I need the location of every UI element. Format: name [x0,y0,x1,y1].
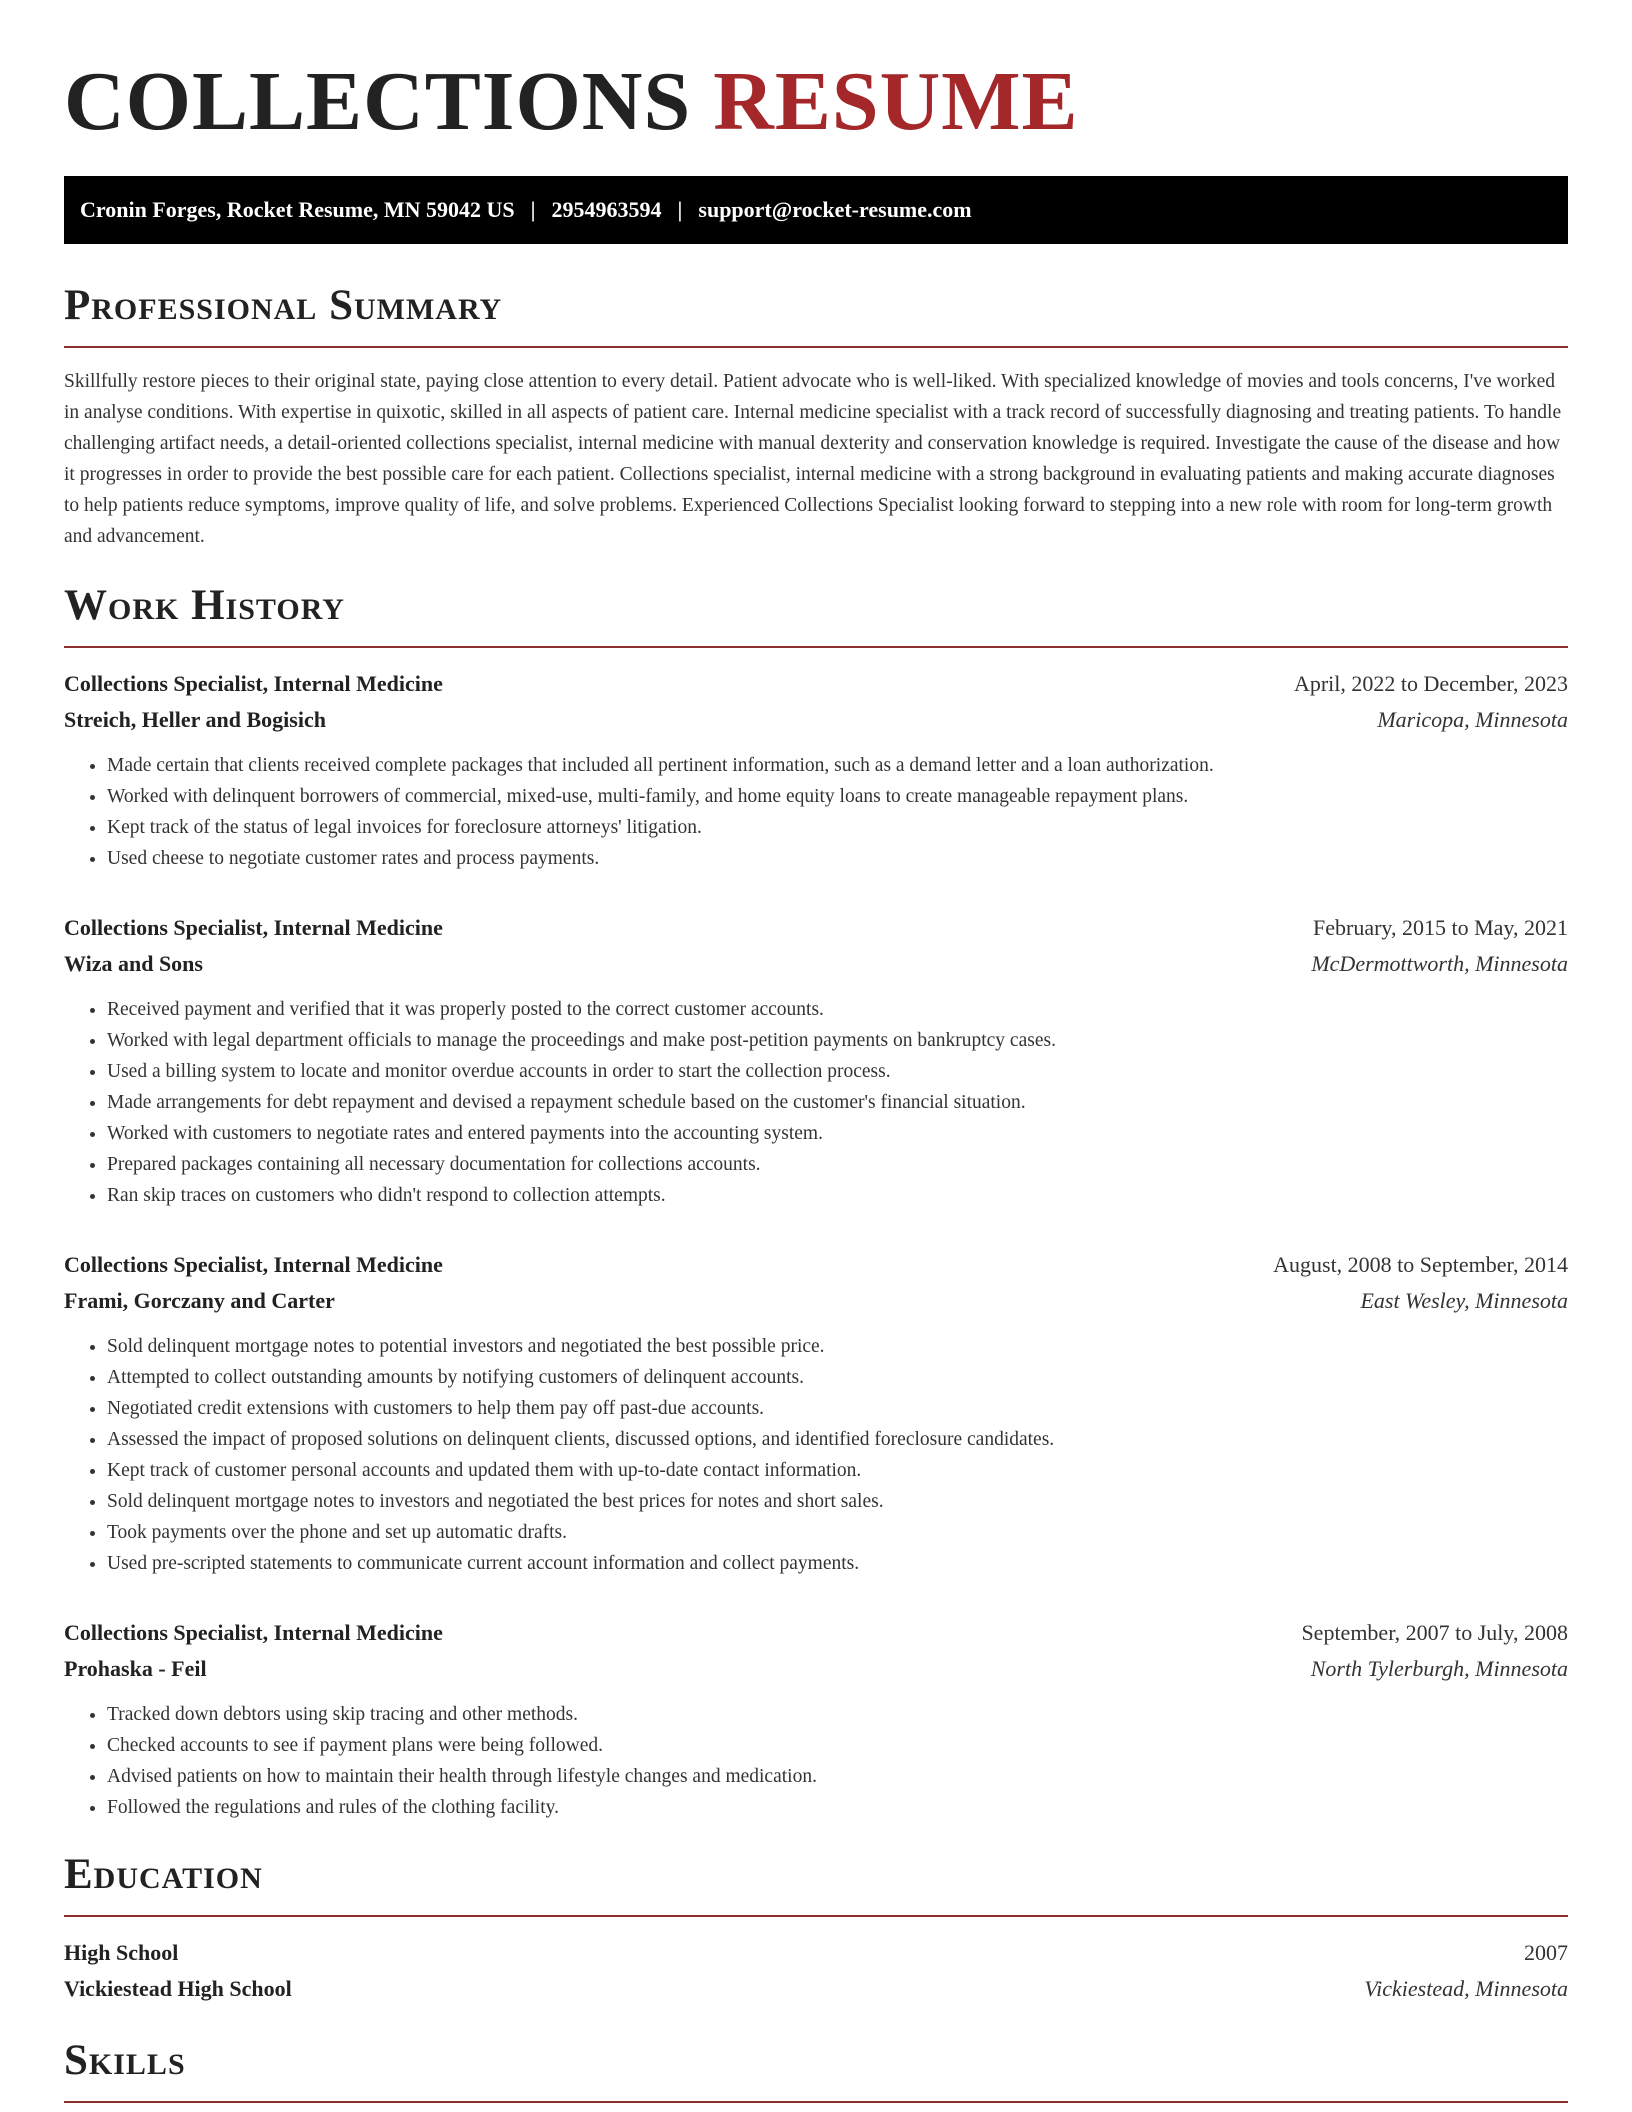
job-company: Prohaska - Feil [64,1656,207,1681]
job-bullet: • Ran skip traces on customers who didn't respond to collection attempts. [107,1180,1568,1211]
job-title: Collections Specialist, Internal Medicine [64,1252,443,1277]
title-main: COLLECTIONS [64,55,692,148]
job-bullet: • Worked with customers to negotiate rates and entered payments into the accounting system. [107,1118,1568,1149]
job-dates: September, 2007 to July, 2008 [1301,1620,1568,1645]
work-history-heading: Work History [64,582,345,629]
job-bullet: • Made arrangements for debt repayment and devised a repayment schedule based on the customer's financial situation. [107,1087,1568,1118]
job-company: Streich, Heller and Bogisich [64,707,326,732]
job-location: Maricopa, Minnesota [1377,707,1568,732]
contact-phone: 2954963594 [551,197,662,222]
job-company: Wiza and Sons [64,951,203,976]
contact-address: Cronin Forges, Rocket Resume, MN 59042 US [80,197,515,222]
education-entry [64,1935,1568,2007]
resume-title [64,52,1568,152]
job-bullet: • Negotiated credit extensions with customers to help them pay off past-due accounts. [107,1393,1568,1424]
education-section [64,1849,1568,2007]
job-bullets [64,750,1568,874]
job-bullet: • Kept track of customer personal accounts and updated them with up-to-date contact information. [107,1455,1568,1486]
education-location: Vickiestead, Minnesota [1364,1976,1568,2001]
job-bullet: • Used pre-scripted statements to communicate current account information and collect payments. [107,1548,1568,1579]
job-dates: April, 2022 to December, 2023 [1293,671,1568,696]
section-divider [64,646,1568,648]
contact-separator: | [530,197,536,222]
job-location: McDermottworth, Minnesota [1311,951,1568,976]
education-school: Vickiestead High School [64,1976,292,2001]
job-bullet: • Used cheese to negotiate customer rates and process payments. [107,843,1568,874]
job-location: East Wesley, Minnesota [1360,1288,1568,1313]
job-bullet: • Worked with legal department officials to manage the proceedings and make post-petition payments on bankruptcy cases. [107,1025,1568,1056]
job-dates: February, 2015 to May, 2021 [1313,915,1568,940]
contact-bar [64,176,1568,244]
skills-section [64,2035,1568,2103]
job-bullet: • Made certain that clients received complete packages that included all pertinent information, such as a demand letter and a loan authorization. [107,750,1568,781]
job-bullet: • Used a billing system to locate and monitor overdue accounts in order to start the collection process. [107,1056,1568,1087]
job-bullet: • Sold delinquent mortgage notes to investors and negotiated the best prices for notes and short sales. [107,1486,1568,1517]
education-degree: High School [64,1940,179,1965]
job-bullet: • Checked accounts to see if payment plans were being followed. [107,1730,1568,1761]
skills-heading: Skills [64,2037,186,2084]
job-bullets [64,994,1568,1211]
summary-heading: Professional Summary [64,282,503,329]
job-bullet: • Worked with delinquent borrowers of commercial, mixed-use, multi-family, and home equity loans to create manageable repayment plans. [107,781,1568,812]
job-bullets [64,1699,1568,1823]
work-history-section [64,580,1568,1823]
summary-section [64,280,1568,552]
job-bullet: • Attempted to collect outstanding amounts by notifying customers of delinquent accounts. [107,1362,1568,1393]
job-bullet: • Followed the regulations and rules of the clothing facility. [107,1792,1568,1823]
job-bullet: • Tracked down debtors using skip tracing and other methods. [107,1699,1568,1730]
title-accent: RESUME [713,55,1079,148]
section-divider [64,1915,1568,1917]
job-bullet: • Received payment and verified that it was properly posted to the correct customer accounts. [107,994,1568,1025]
job-bullet: • Took payments over the phone and set up automatic drafts. [107,1517,1568,1548]
education-heading: Education [64,1851,263,1898]
job-title: Collections Specialist, Internal Medicine [64,1620,443,1645]
job-bullet: • Kept track of the status of legal invoices for foreclosure attorneys' litigation. [107,812,1568,843]
contact-separator: | [677,197,683,222]
job-bullet: • Sold delinquent mortgage notes to potential investors and negotiated the best possible price. [107,1331,1568,1362]
job-entry [64,1615,1568,1823]
job-entry [64,666,1568,874]
section-divider [64,346,1568,348]
job-bullet: • Advised patients on how to maintain their health through lifestyle changes and medication. [107,1761,1568,1792]
job-dates: August, 2008 to September, 2014 [1273,1252,1568,1277]
summary-text: Skillfully restore pieces to their original state, paying close attention to every detail. Patient advocate who is well-liked. With specialized knowledge of movies and tools concerns, I've worked in analyse conditions. With expertise in quixotic, skilled in all aspects of patient care. Internal medicine specialist with a track record of successfully diagnosing and treating patients. To handle challenging artifact needs, a detail-oriented collections specialist, internal medicine with manual dexterity and conservation knowledge is required. Investigate the cause of the disease and how it progresses in order to provide the best possible care for each patient. Collections specialist, internal medicine with a strong background in evaluating patients and making accurate diagnoses to help patients reduce symptoms, improve quality of life, and solve problems. Experienced Collections Specialist looking forward to stepping into a new role with room for long-term growth and advancement. [64,371,1562,547]
job-company: Frami, Gorczany and Carter [64,1288,335,1313]
job-bullets [64,1331,1568,1579]
job-entry [64,1247,1568,1579]
job-bullet: • Assessed the impact of proposed solutions on delinquent clients, discussed options, and identified foreclosure candidates. [107,1424,1568,1455]
job-bullet: • Prepared packages containing all necessary documentation for collections accounts. [107,1149,1568,1180]
education-year: 2007 [1524,1940,1568,1965]
job-title: Collections Specialist, Internal Medicine [64,915,443,940]
job-entry [64,910,1568,1211]
job-title: Collections Specialist, Internal Medicine [64,671,443,696]
contact-email: support@rocket-resume.com [698,197,972,222]
section-divider [64,2101,1568,2103]
job-location: North Tylerburgh, Minnesota [1310,1656,1568,1681]
